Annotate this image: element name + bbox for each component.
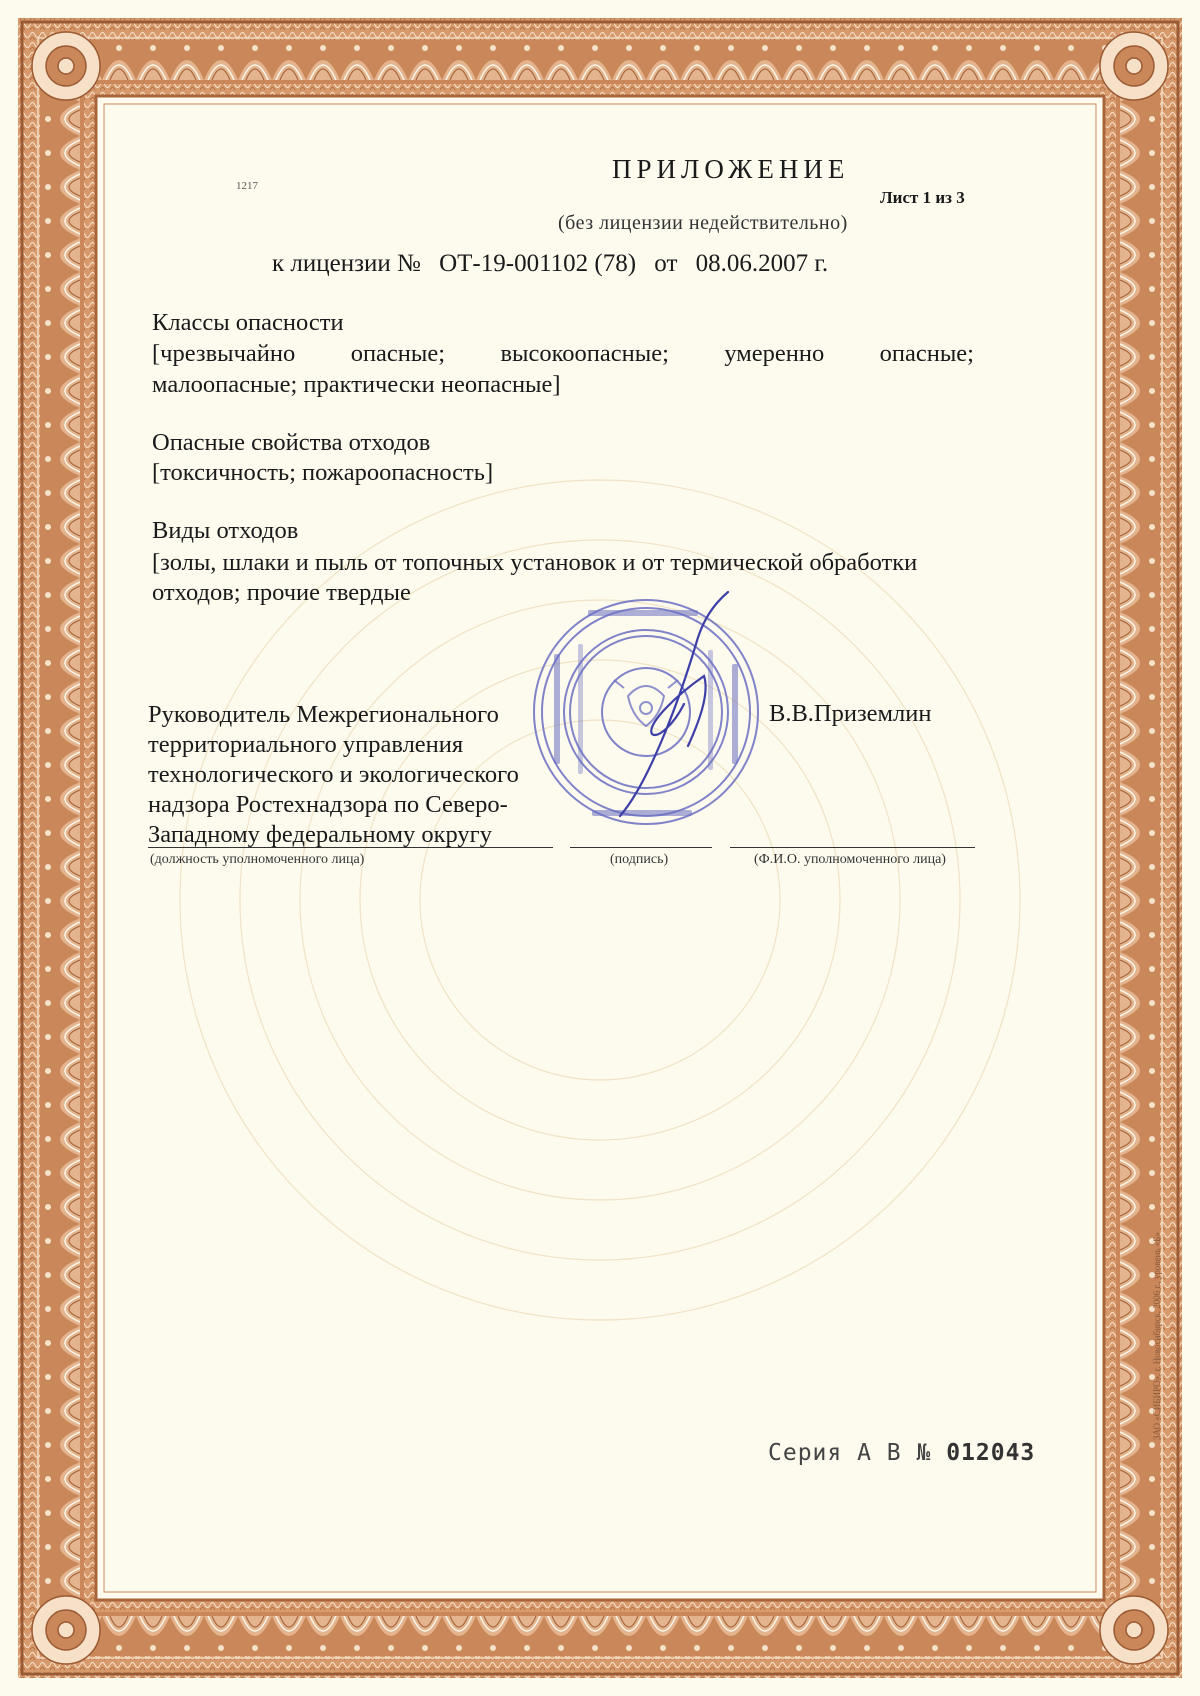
license-date-prefix: от <box>654 250 678 277</box>
waste-types-heading: Виды отходов <box>152 517 299 544</box>
hazard-classes-line2: малоопасные; практически неопасные] <box>152 371 561 398</box>
hazard-properties-line1: [токсичность; пожароопасность] <box>152 459 494 486</box>
position-line: надзора Ростехнадзора по Северо- <box>148 791 508 818</box>
series-number: 012043 <box>946 1440 1036 1466</box>
license-date: 08.06.2007 г. <box>695 250 829 277</box>
license-number: ОТ-19-001102 (78) <box>439 250 637 277</box>
caption-name: (Ф.И.О. уполномоченного лица) <box>754 852 946 867</box>
position-underline <box>148 847 553 848</box>
signatory-name: В.В.Приземлин <box>769 700 932 727</box>
name-underline <box>730 847 975 848</box>
position-line: Руководитель Межрегионального <box>148 701 499 728</box>
waste-types-line2: отходов; прочие твердые <box>152 579 411 606</box>
form-series <box>768 1440 1035 1466</box>
hazard-classes-line1 <box>152 340 974 368</box>
hazard-properties-heading: Опасные свойства отходов <box>152 429 431 456</box>
signature-underline <box>570 847 712 848</box>
caption-position: (должность уполномоченного лица) <box>150 852 365 867</box>
license-prefix: к лицензии № <box>272 250 421 277</box>
document-title: ПРИЛОЖЕНИЕ <box>612 154 850 184</box>
sheet-number: Лист 1 из 3 <box>880 188 965 207</box>
hazard-word: умеренно <box>724 340 825 367</box>
hazard-classes-heading: Классы опасности <box>152 309 344 336</box>
signatory-position <box>148 700 568 850</box>
hazard-word: опасные; <box>350 340 446 367</box>
hazard-word: опасные; <box>879 340 974 367</box>
position-line: Западному федеральному округу <box>148 821 492 848</box>
position-line: технологического и экологического <box>148 761 519 788</box>
hazard-word: [чрезвычайно <box>152 340 296 367</box>
position-line: территориального управления <box>148 731 464 758</box>
printer-imprint: ЗАО «СИБИРО», г. Новосибирск, 2006 г., уровень «Б» <box>1152 1232 1162 1440</box>
registration-mark: 1217 <box>236 180 258 192</box>
series-label: Серия А В № <box>768 1440 932 1466</box>
validity-note: (без лицензии недействительно) <box>558 212 848 234</box>
hazard-word: высокоопасные; <box>500 340 669 367</box>
license-reference <box>272 250 840 278</box>
caption-signature: (подпись) <box>610 852 669 867</box>
waste-types-line1: [золы, шлаки и пыль от топочных установок и от термической обработки <box>152 549 918 576</box>
